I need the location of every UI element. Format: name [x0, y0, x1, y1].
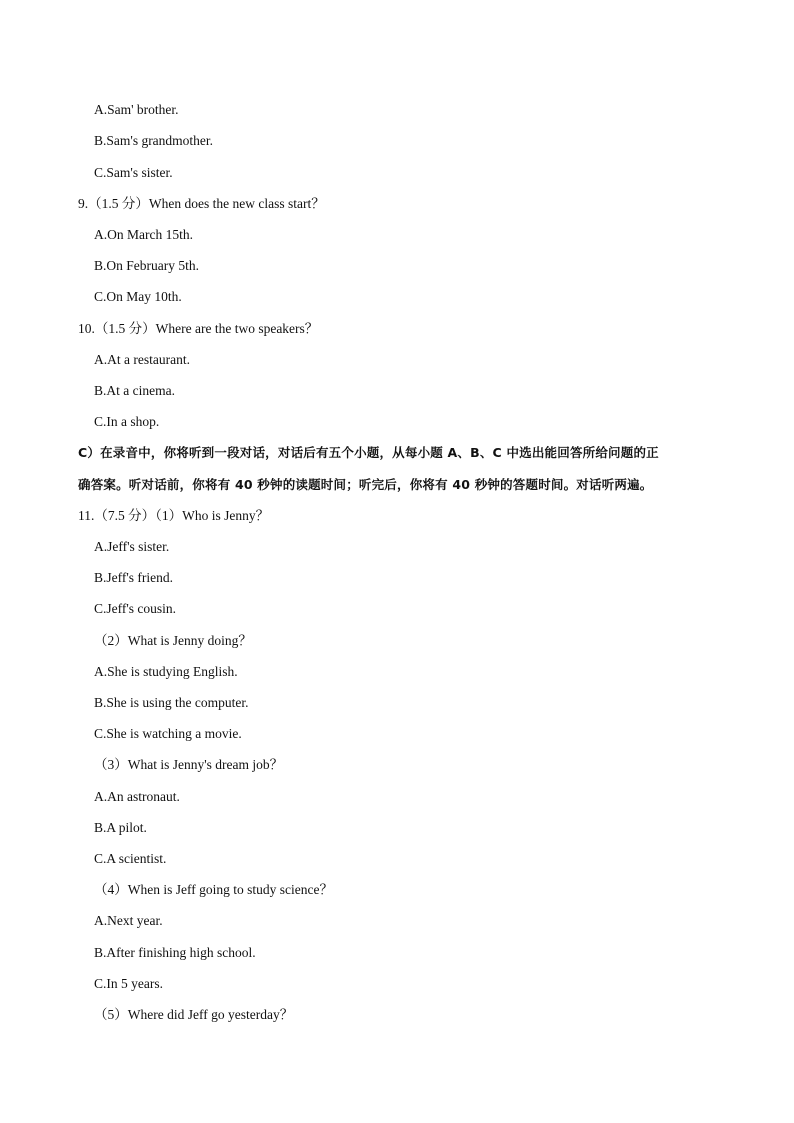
option-q11-2-b: B.She is using the computer.	[94, 695, 249, 710]
option-q11-2-c: C.She is watching a movie.	[94, 726, 242, 741]
option-q11-1-a: A.Jeff's sister.	[94, 539, 170, 554]
option-q11-1-b: B.Jeff's friend.	[94, 570, 174, 585]
option-q9-c: C.On May 10th.	[94, 289, 182, 304]
option-q8-c: C.Sam's sister.	[94, 165, 173, 180]
sub-question-11-2: （2）What is Jenny doing？	[94, 633, 252, 648]
option-q9-a: A.On March 15th.	[94, 227, 193, 242]
option-q11-4-b: B.After finishing high school.	[94, 945, 256, 960]
option-q11-1-c: C.Jeff's cousin.	[94, 601, 177, 616]
option-q10-c: C.In a shop.	[94, 414, 160, 429]
section-c-instructions-line-2: 确答案。听对话前，你将有 40 秒钟的读题时间；听完后，你将有 40 秒钟的答题时间。对话听两遍。	[78, 477, 653, 492]
option-q11-4-c: C.In 5 years.	[94, 976, 163, 991]
option-q10-a: A.At a restaurant.	[94, 352, 190, 367]
section-c-instructions-line-1: C）在录音中，你将听到一段对话，对话后有五个小题，从每小题 A、B、C 中选出能回答所给问题的正	[78, 445, 659, 460]
sub-question-11-3: （3）What is Jenny's dream job？	[94, 757, 284, 772]
option-q9-b: B.On February 5th.	[94, 258, 199, 273]
question-10: 10.（1.5 分）Where are the two speakers？	[78, 321, 319, 336]
option-q11-3-c: C.A scientist.	[94, 851, 167, 866]
option-q11-4-a: A.Next year.	[94, 913, 163, 928]
option-q11-3-b: B.A pilot.	[94, 820, 147, 835]
option-q8-b: B.Sam's grandmother.	[94, 133, 214, 148]
option-q8-a: A.Sam' brother.	[94, 102, 179, 117]
option-q11-2-a: A.She is studying English.	[94, 664, 238, 679]
sub-question-11-4: （4）When is Jeff going to study science？	[94, 882, 333, 897]
question-11: 11.（7.5 分）（1）Who is Jenny？	[78, 508, 270, 523]
option-q11-3-a: A.An astronaut.	[94, 789, 180, 804]
option-q10-b: B.At a cinema.	[94, 383, 175, 398]
sub-question-11-5: （5）Where did Jeff go yesterday？	[94, 1007, 294, 1022]
question-9: 9.（1.5 分）When does the new class start？	[78, 196, 325, 211]
